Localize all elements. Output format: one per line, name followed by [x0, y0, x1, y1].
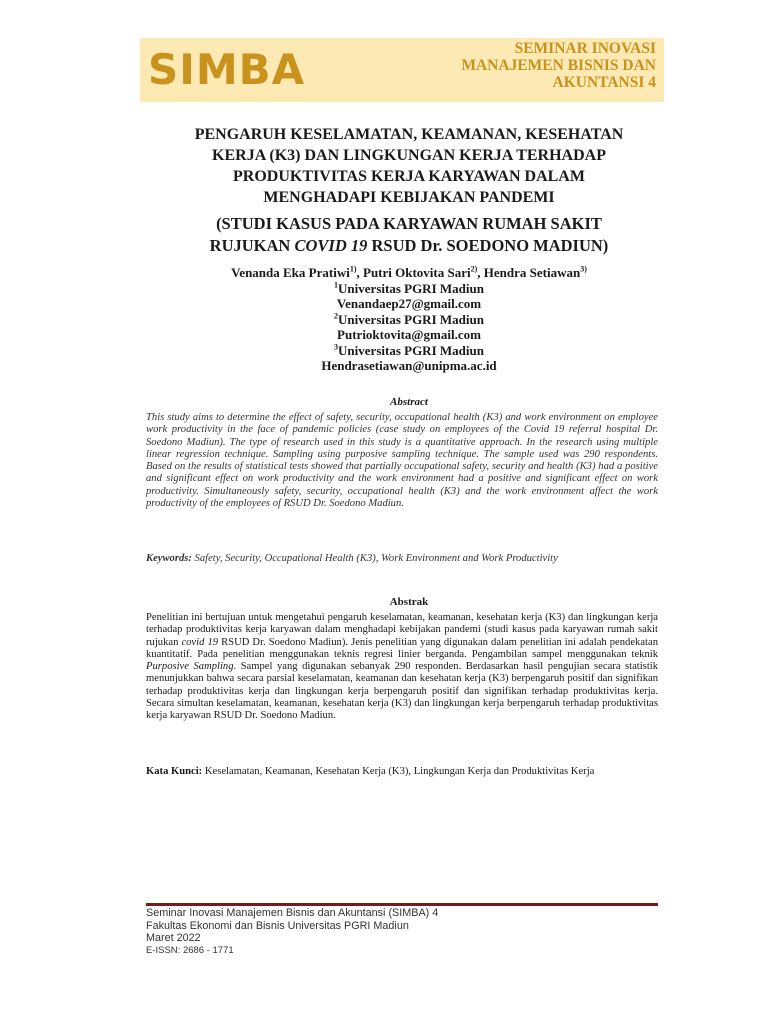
author-1-sup: 1)	[349, 264, 357, 274]
author-3: , Hendra Setiawan	[477, 265, 581, 280]
subtitle-text: RUJUKAN	[209, 236, 295, 255]
author-3-sup: 3)	[580, 264, 587, 274]
abstrak-text-2: RSUD Dr. Soedono Madiun). Jenis penelitian yang digunakan dalam penelitian ini adalah pendekatan kuantitatif. Pada penelitian menggunakan teknis regresi linier berganda. Pengambilan sampel menggunakan teknik	[146, 636, 658, 660]
keywords-en	[146, 553, 658, 565]
author-2-sup: 2)	[470, 264, 478, 274]
affiliation-name: Universitas PGRI Madiun	[338, 280, 484, 296]
footer-issn: E-ISSN: 2686 - 1771	[146, 944, 234, 956]
header-banner	[140, 38, 664, 102]
affiliation-sup: 2	[334, 311, 339, 321]
abstract-heading: Abstract	[390, 396, 428, 408]
seminar-line-1: SEMINAR INOVASI	[514, 40, 656, 57]
email-1: Venandaep27@gmail.com	[336, 296, 482, 311]
abstrak-text-3: . Sampel yang digunakan sebanyak 290 responden. Berdasarkan hasil pengujian secara statistik menunjukkan bahwa secara parsial keselamatan, keamanan dan kesehatan kerja (K3) berpengaruh positif dan signifikan terhadap produktivitas kerja dan lingkungan kerja berpengaruh positif dan signifikan terhadap produktivitas kerja. Secara simultan keselamatan, keamanan, kesehatan kerja (K3) dan lingkungan kerja berpengaruh terhadap produktivitas kerja karyawan RSUD Dr. Soedono Madiun.	[146, 661, 658, 722]
title-line-3: PRODUKTIVITAS KERJA KARYAWAN DALAM	[233, 168, 585, 185]
author-2: , Putri Oktovita Sari	[356, 265, 471, 280]
title-line-1: PENGARUH KESELAMATAN, KEAMANAN, KESEHATAN	[194, 126, 624, 143]
keywords-text: Safety, Security, Occupational Health (K3), Work Environment and Work Productivity	[191, 553, 558, 564]
seminar-name	[461, 40, 656, 91]
kata-kunci-label: Kata Kunci:	[146, 766, 203, 777]
abstrak-heading: Abstrak	[389, 596, 429, 608]
author-1: Venanda Eka Pratiwi	[231, 265, 350, 280]
author-block	[150, 265, 668, 374]
affiliation-1	[150, 281, 668, 297]
email-2: Putrioktovita@gmail.com	[337, 327, 481, 342]
affiliation-sup: 3	[334, 342, 339, 352]
simba-logo: SIMBA	[148, 45, 306, 94]
abstrak-italic-2: Purposive Sampling	[146, 661, 234, 673]
keywords-id	[146, 766, 658, 778]
footer-line-2: Fakultas Ekonomi dan Bisnis Universitas PGRI Madiun	[146, 919, 409, 932]
subtitle-text-end: RSUD Dr. SOEDONO MADIUN)	[367, 236, 609, 255]
affiliation-name: Universitas PGRI Madiun	[338, 311, 484, 327]
author-names	[150, 265, 668, 281]
subtitle-line-2	[150, 235, 668, 257]
subtitle-line-1: (STUDI KASUS PADA KARYAWAN RUMAH SAKIT	[216, 214, 602, 233]
abstract-body: This study aims to determine the effect of safety, security, occupational health (K3) and work environment on employee work productivity in the face of pandemic policies (case study on employees of the Covid 19 referral hospital Dr. Soedono Madiun). The type of research used in this study is a quantitative approach. In the research using multiple linear regression technique. Sampling using purposive sampling technique. The sample used was 290 respondents. Based on the results of statistical tests showed that partially occupational safety, security and health (K3) had a positive and significant effect on work productivity and the work environment had a positive and significant effect on work productivity. Simultaneously safety, security, occupational health (K3) and the work environment affect the work productivity of the employees of RSUD Dr. Soedono Madiun.	[146, 412, 658, 510]
title-line-4: MENGHADAPI KEBIJAKAN PANDEMI	[263, 189, 555, 206]
seminar-line-2: MANAJEMEN BISNIS DAN	[461, 57, 656, 74]
affiliation-2	[150, 312, 668, 328]
email-3: Hendrasetiawan@unipma.ac.id	[321, 358, 497, 373]
keywords-label: Keywords:	[146, 553, 192, 564]
affiliation-name: Universitas PGRI Madiun	[338, 342, 484, 358]
abstrak-italic-1: covid 19	[181, 636, 219, 648]
title-line-2: KERJA (K3) DAN LINGKUNGAN KERJA TERHADAP	[212, 147, 606, 164]
subtitle-italic: COVID 19	[294, 236, 368, 255]
affiliation-sup: 1	[334, 280, 339, 290]
footer	[146, 907, 438, 957]
seminar-line-3: AKUNTANSI 4	[552, 74, 656, 91]
footer-line-3: Maret 2022	[146, 932, 201, 944]
footer-line-1: Seminar Inovasi Manajemen Bisnis dan Akuntansi (SIMBA) 4	[146, 907, 439, 919]
paper-subtitle	[150, 213, 668, 257]
footer-rule	[146, 903, 658, 906]
abstrak-body	[146, 612, 658, 723]
affiliation-3	[150, 343, 668, 359]
abstrak-text-1: Penelitian ini bertujuan untuk mengetahui pengaruh keselamatan, keamanan, kesehatan kerja (K3) dan lingkungan kerja terhadap produktivitas kerja karyawan dalam menghadapi kebijakan pandemi (studi kasus pada karyawan rumah sakit rujukan	[146, 612, 658, 648]
paper-title	[150, 124, 668, 208]
kata-kunci-text: Keselamatan, Keamanan, Kesehatan Kerja (K3), Lingkungan Kerja dan Produktivitas Kerja	[202, 766, 595, 777]
